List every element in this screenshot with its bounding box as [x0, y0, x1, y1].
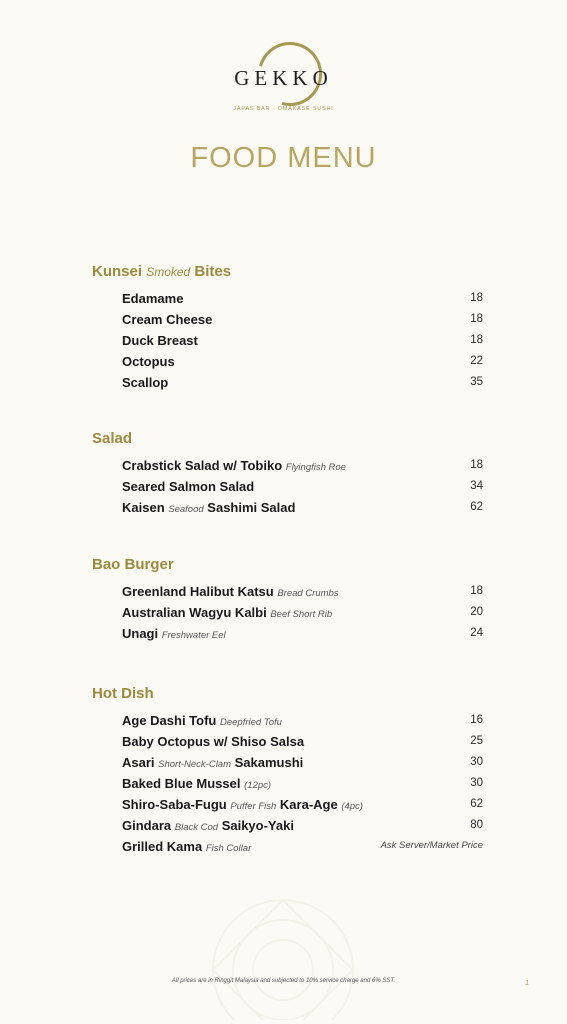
- item-price: 22: [470, 355, 483, 367]
- item-price: 34: [470, 480, 483, 492]
- decorative-pattern-watermark: [168, 880, 398, 1020]
- item-price: 18: [470, 585, 483, 597]
- item-name-main: Grilled Kama: [122, 839, 203, 854]
- item-name-note: Short-Neck-Clam: [158, 759, 232, 770]
- item-price: 18: [470, 334, 483, 346]
- item-name: [122, 776, 271, 791]
- item-name: [122, 500, 295, 515]
- item-price: 35: [470, 376, 483, 388]
- section-title-main: Salad: [92, 430, 133, 447]
- item-name: [122, 839, 251, 854]
- item-price: 25: [470, 735, 483, 747]
- item-name: [122, 713, 282, 728]
- item-name-note: Freshwater Eel: [161, 630, 226, 641]
- item-name: Octopus: [122, 354, 175, 369]
- section-title: [92, 685, 154, 702]
- item-price: 18: [470, 313, 483, 325]
- item-name-main: Greenland Halibut Katsu: [122, 584, 274, 599]
- item-price: Ask Server/Market Price: [380, 840, 483, 851]
- item-price: 18: [470, 292, 483, 304]
- item-price: 62: [470, 501, 483, 513]
- page-title: FOOD MENU: [190, 142, 377, 174]
- menu-item: [0, 291, 567, 312]
- item-name: [122, 584, 339, 599]
- item-name-count: (4pc): [341, 801, 363, 812]
- item-name-main: Age Dashi Tofu: [122, 713, 217, 728]
- item-name: Duck Breast: [122, 333, 198, 348]
- item-name-main: Unagi: [122, 626, 159, 641]
- item-name: [122, 818, 294, 833]
- item-name-note: (12pc): [244, 780, 272, 791]
- item-price: 16: [470, 714, 483, 726]
- menu-item: [0, 713, 567, 734]
- menu-item: [0, 818, 567, 839]
- item-name-note: Deepfried Tofu: [220, 717, 282, 728]
- menu-item: [0, 839, 567, 860]
- item-name-end: Sakamushi: [234, 755, 304, 770]
- menu-item: [0, 776, 567, 797]
- item-name: Scallop: [122, 375, 169, 390]
- item-price: 30: [470, 756, 483, 768]
- section-title-main: Bao Burger: [92, 556, 174, 573]
- item-name-main: Gindara: [122, 818, 172, 833]
- item-name-end: Kara-Age: [279, 797, 338, 812]
- menu-item: [0, 626, 567, 647]
- item-price: 20: [470, 606, 483, 618]
- item-name-main: Crabstick Salad w/ Tobiko: [122, 458, 283, 473]
- menu-item: [0, 479, 567, 500]
- menu-item: [0, 458, 567, 479]
- brand-tagline: JAPAS BAR · OMAKASE SUSHI: [233, 106, 334, 112]
- menu-item: [0, 333, 567, 354]
- menu-item: [0, 605, 567, 626]
- item-name: Cream Cheese: [122, 312, 213, 327]
- item-name: Seared Salmon Salad: [122, 479, 255, 494]
- item-name-note: Seafood: [168, 504, 204, 515]
- item-name: [122, 458, 346, 473]
- section-title-main: Kunsei: [92, 263, 143, 280]
- brand-name: GEKKO: [234, 66, 333, 90]
- section-title-italic: Smoked: [146, 265, 191, 279]
- item-name: [122, 605, 332, 620]
- item-price: 18: [470, 459, 483, 471]
- menu-item: [0, 734, 567, 755]
- item-name: [122, 626, 226, 641]
- item-price: 30: [470, 777, 483, 789]
- item-name-main: Baked Blue Mussel: [122, 776, 241, 791]
- menu-item: [0, 584, 567, 605]
- item-name-end: Sashimi Salad: [207, 500, 296, 515]
- item-name-note: Black Cod: [174, 822, 219, 833]
- item-name-main: Asari: [122, 755, 155, 770]
- item-name: [122, 755, 303, 770]
- item-name-note: Puffer Fish: [230, 801, 277, 812]
- menu-item: [0, 354, 567, 375]
- section-title: [92, 556, 174, 573]
- item-name: Edamame: [122, 291, 184, 306]
- item-price: 24: [470, 627, 483, 639]
- item-name-note: Bread Crumbs: [277, 588, 339, 599]
- item-name: [122, 797, 363, 812]
- menu-item: [0, 500, 567, 521]
- item-price: 62: [470, 798, 483, 810]
- menu-item: [0, 312, 567, 333]
- item-name-note: Fish Collar: [205, 843, 252, 854]
- menu-item: [0, 755, 567, 776]
- menu-item: [0, 375, 567, 396]
- price-footnote: All prices are in Ringgit Malaysia and subjected to 10% service charge and 6% SST.: [171, 978, 396, 984]
- item-name-note: Beef Short Rib: [270, 609, 333, 620]
- section-title: [92, 430, 132, 447]
- section-title-main: Hot Dish: [92, 685, 154, 702]
- item-name-main: Australian Wagyu Kalbi: [122, 605, 267, 620]
- item-name-main: Shiro-Saba-Fugu: [122, 797, 227, 812]
- item-price: 80: [470, 819, 483, 831]
- section-title: [92, 263, 231, 280]
- item-name-note: Flyingfish Roe: [285, 462, 346, 473]
- item-name-main: Kaisen: [122, 500, 165, 515]
- section-title-end: Bites: [194, 263, 232, 280]
- item-name-end: Saikyo-Yaki: [221, 818, 294, 833]
- menu-item: [0, 797, 567, 818]
- item-name: Baby Octopus w/ Shiso Salsa: [122, 734, 305, 749]
- page-number: 1: [525, 980, 529, 987]
